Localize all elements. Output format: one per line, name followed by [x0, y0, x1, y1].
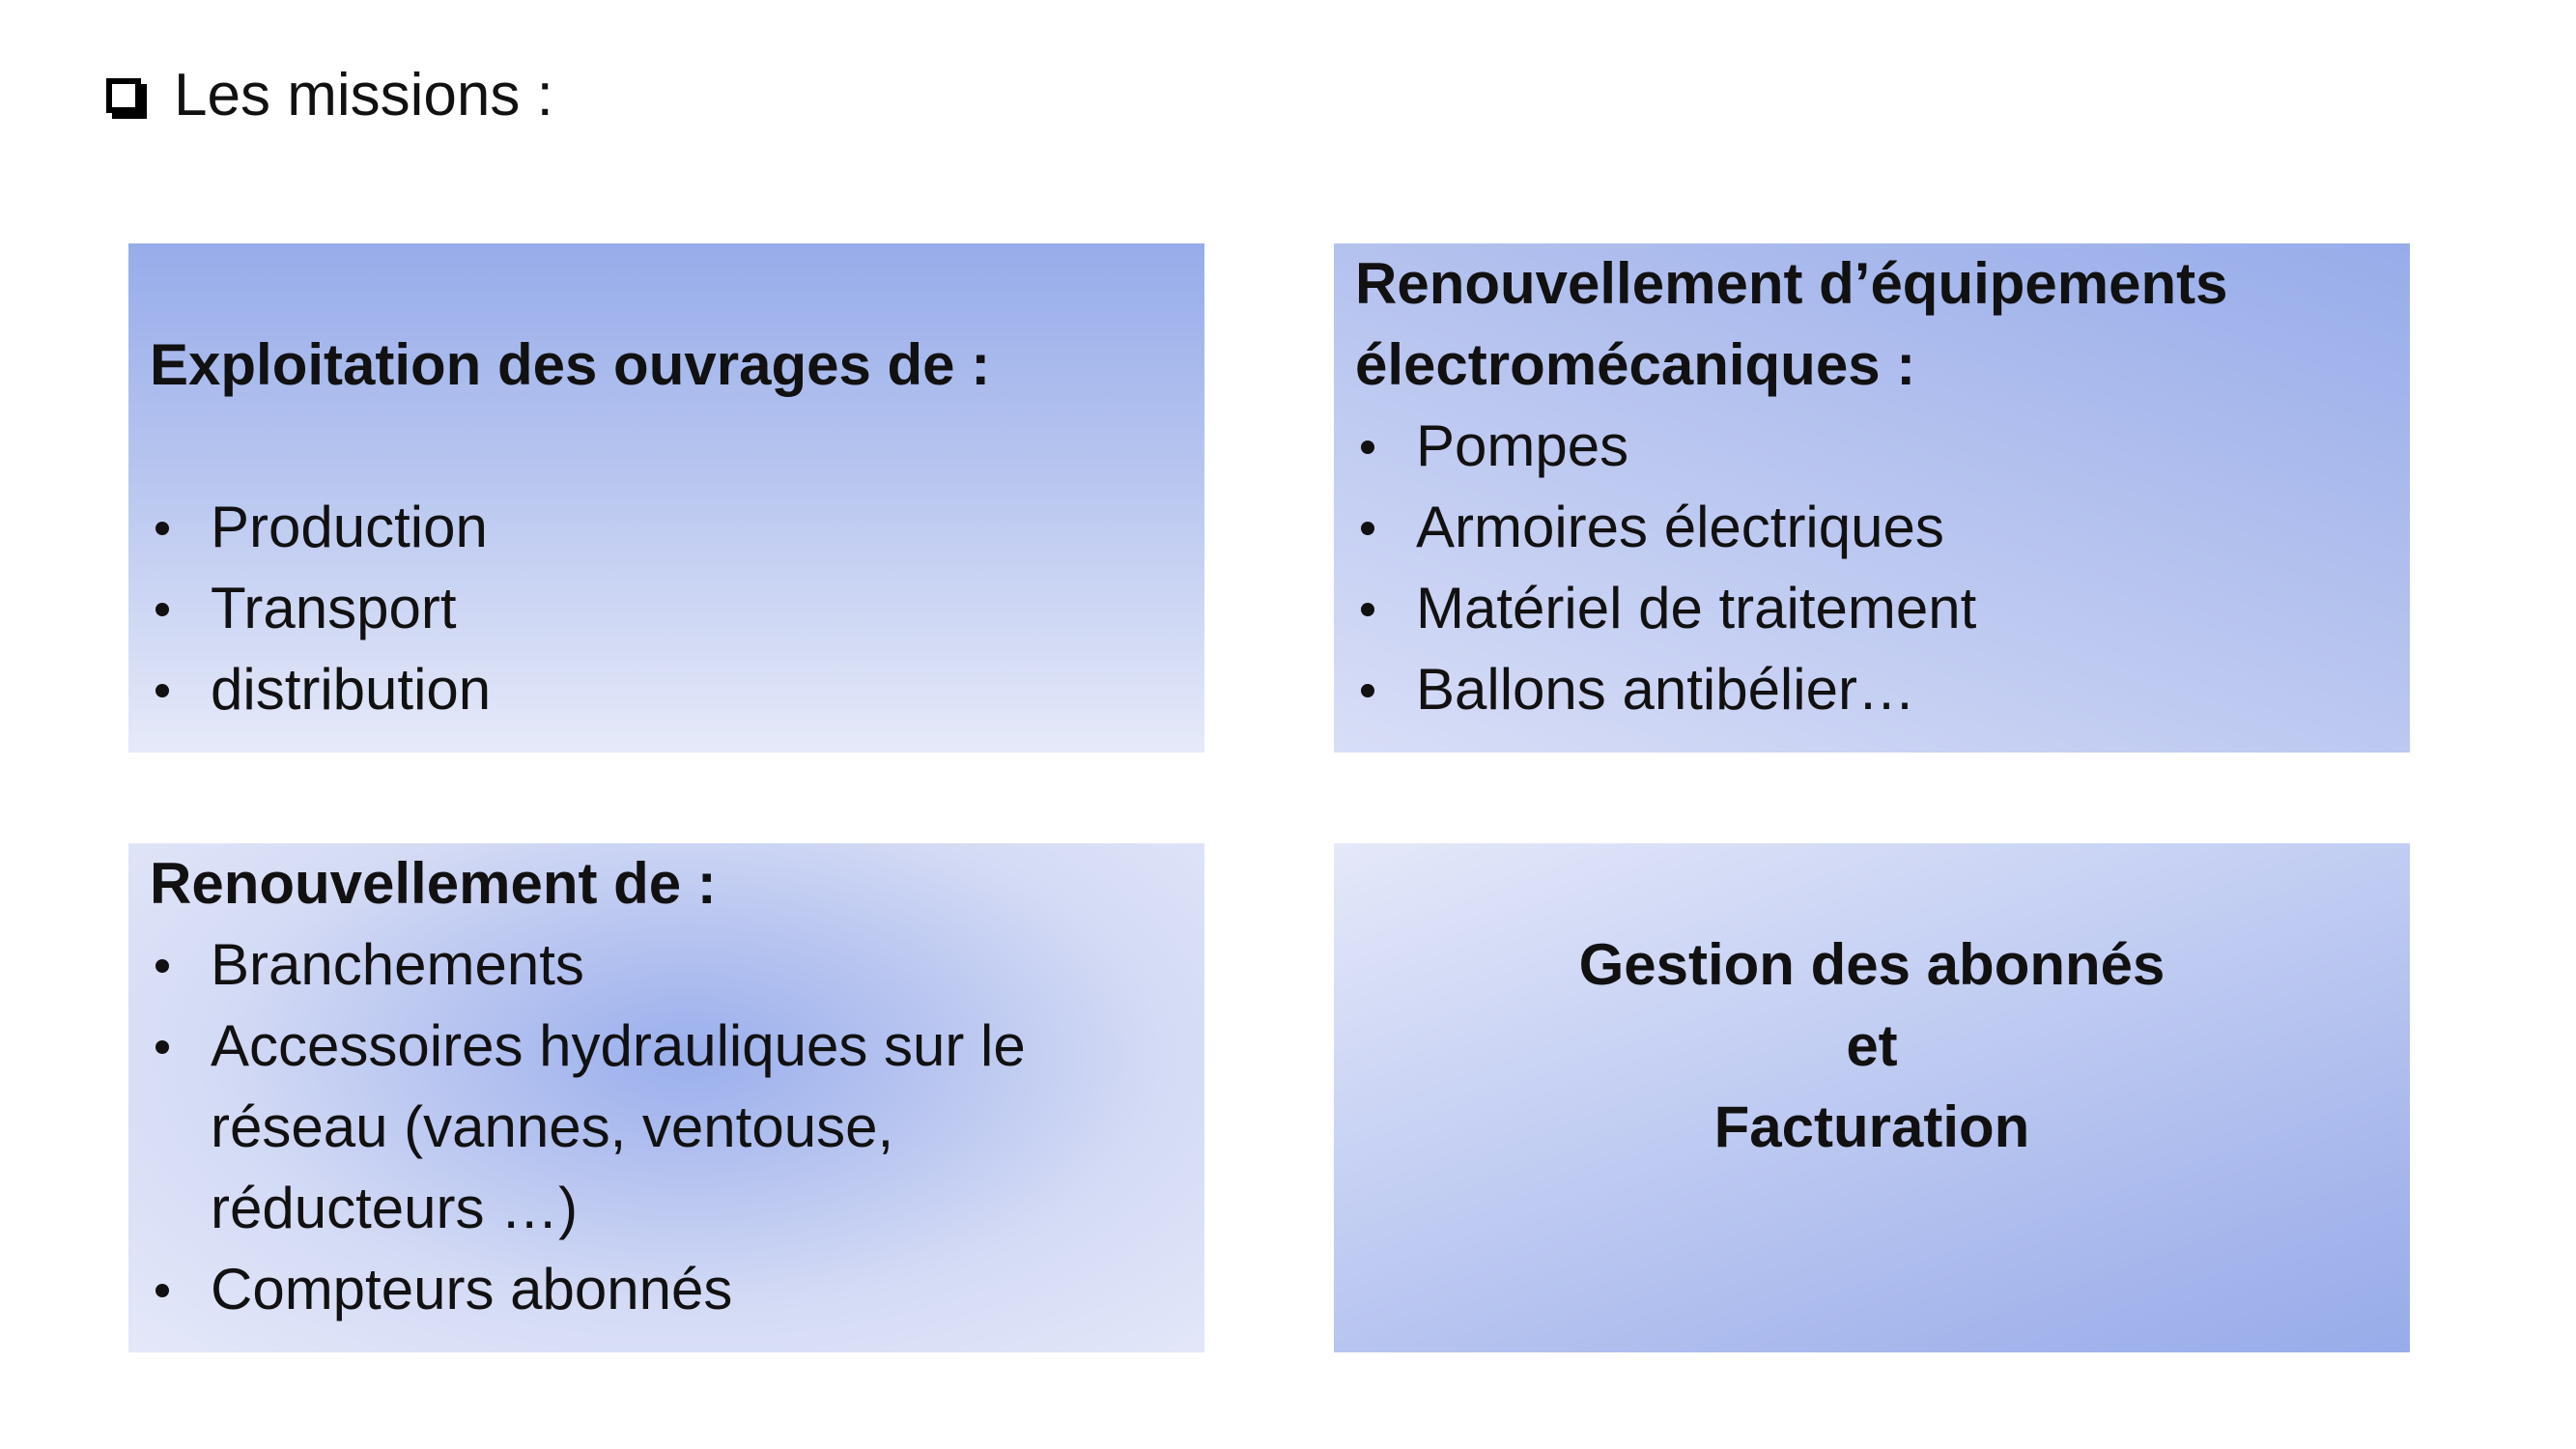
box-equipements-title-line1: Renouvellement d’équipements	[1355, 251, 2228, 316]
list-item: Accessoires hydrauliques sur le réseau (vannes, ventouse, réducteurs …)	[150, 1006, 1061, 1249]
box-equipements-title-line2: électromécaniques :	[1355, 332, 1916, 397]
box-equipements	[1334, 243, 2410, 753]
box-gestion	[1334, 843, 2410, 1352]
list-item: Matériel de traitement	[1355, 568, 2389, 649]
list-item: Pompes	[1355, 406, 2389, 487]
list-item: Compteurs abonnés	[150, 1249, 1183, 1330]
heading-text: Les missions :	[174, 62, 553, 128]
box-renouvellement-title: Renouvellement de :	[150, 851, 717, 916]
list-item: distribution	[150, 649, 1183, 730]
slide-heading	[106, 62, 553, 128]
list-item: Armoires électriques	[1355, 487, 2389, 568]
box-gestion-line2: et	[1846, 1013, 1898, 1078]
box-exploitation	[128, 243, 1204, 753]
box-exploitation-list	[150, 487, 1183, 730]
checkbox-icon	[106, 78, 141, 113]
list-item: Ballons antibélier…	[1355, 649, 2389, 730]
list-item: Production	[150, 487, 1183, 568]
list-item: Branchements	[150, 924, 1183, 1006]
box-equipements-list	[1355, 406, 2389, 730]
box-gestion-line3: Facturation	[1713, 1094, 2030, 1159]
list-item: Transport	[150, 568, 1183, 649]
box-renouvellement-list	[150, 924, 1183, 1330]
box-gestion-text	[1334, 924, 2410, 1168]
box-gestion-line1: Gestion des abonnés	[1578, 932, 2166, 997]
box-renouvellement	[128, 843, 1204, 1352]
box-exploitation-title: Exploitation des ouvrages de :	[150, 332, 991, 397]
